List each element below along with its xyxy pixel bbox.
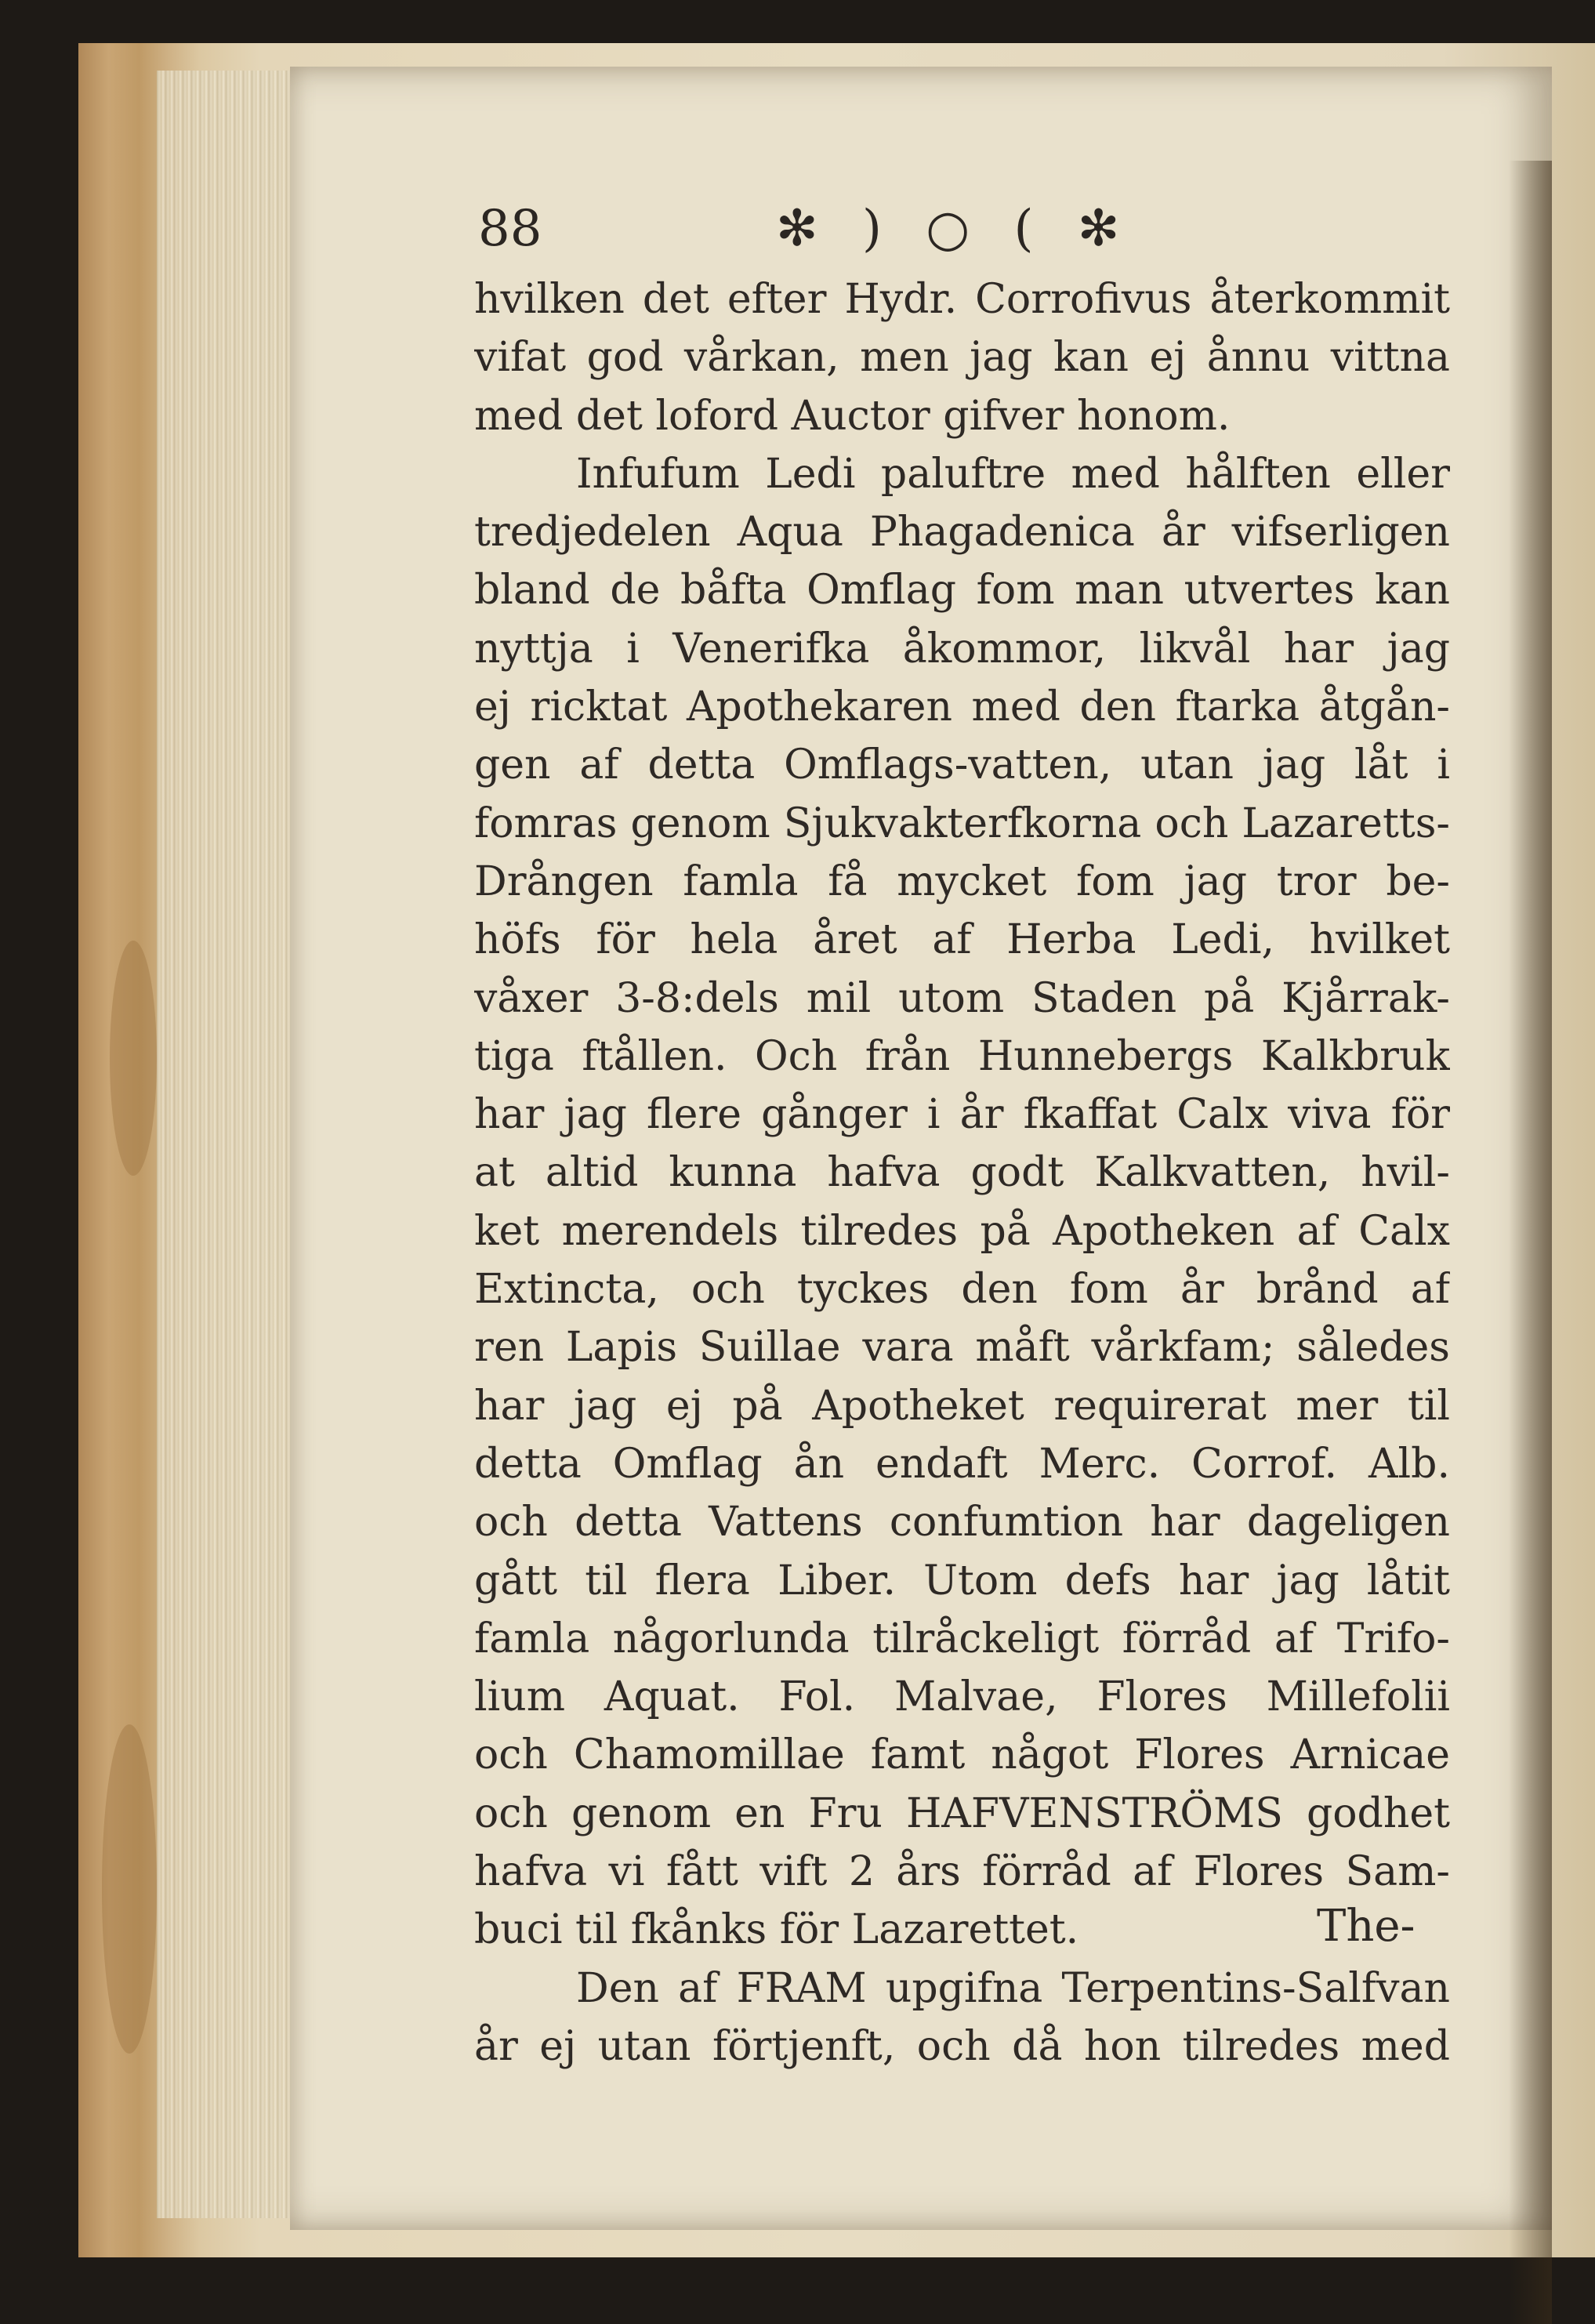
text-line: fomras genom Sjukvakterfkorna och Lazaretts- (474, 799, 1450, 847)
text-line: år ej utan förtjenft, och då hon tilredes med (474, 2022, 1450, 2070)
text-line: vifat god vårkan, men jag kan ej ånnu vittna (474, 334, 1450, 382)
text-line: at altid kunna hafva godt Kalkvatten, hvil- (474, 1149, 1450, 1197)
text-line: Den af FRAM upgifna Terpentins-Salfvan (576, 1964, 1450, 2012)
text-line: ket merendels tilredes på Apotheken af Calx (474, 1207, 1450, 1255)
text-line: har jag ej på Apotheket requirerat mer til (474, 1382, 1450, 1430)
running-head-ornament: ✻ ) ○ ( ✻ (776, 200, 1134, 258)
text-line: famla någorlunda tilråckeligt förråd af Trifo- (474, 1615, 1450, 1662)
text-line: har jag flere gånger i år fkaffat Calx viva för (474, 1091, 1450, 1139)
text-line: höfs för hela året af Herba Ledi, hvilket (474, 916, 1450, 964)
text-line: Infufum Ledi paluftre med hålften eller (576, 450, 1450, 498)
body-text (474, 270, 1450, 2076)
text-line: och detta Vattens confumtion har dageligen (474, 1499, 1450, 1546)
text-line: ej ricktat Apothekaren med den ftarka åtgån- (474, 683, 1450, 731)
text-line: våxer 3-8:dels mil utom Staden på Kjårrak- (474, 974, 1450, 1022)
text-line: lium Aquat. Fol. Malvae, Flores Millefolii (474, 1673, 1450, 1721)
text-line: hvilken det efter Hydr. Corrofivus återkommit (474, 276, 1450, 323)
text-line: med det loford Auctor gifver honom. (474, 392, 1231, 440)
text-line: och genom en Fru HAFVENSTRÖMS godhet (474, 1789, 1450, 1837)
binding-stain (102, 1724, 157, 2054)
page-edges (157, 71, 290, 2218)
text-line: tredjedelen Aqua Phagadenica år vifserligen (474, 509, 1450, 557)
text-line: och Chamomillae famt något Flores Arnicae (474, 1731, 1450, 1779)
catchword: The- (1317, 1901, 1416, 1952)
text-line: Drången famla få mycket fom jag tror be- (474, 857, 1450, 905)
text-line: bland de båfta Omflag fom man utvertes kan (474, 567, 1450, 615)
text-line: detta Omflag ån endaft Merc. Corrof. Alb. (474, 1440, 1450, 1488)
page-header (478, 200, 1450, 270)
text-line: tiga ftållen. Och från Hunnebergs Kalkbruk (474, 1032, 1450, 1080)
spine-shadow (1509, 161, 1552, 2324)
text-line: gått til flera Liber. Utom defs har jag låtit (474, 1557, 1450, 1604)
binding-stain (110, 941, 157, 1176)
text-line: buci til fkånks för Lazarettet. (474, 1906, 1079, 1954)
text-line: gen af detta Omflags-vatten, utan jag låt i (474, 741, 1450, 789)
text-line: hafva vi fått vift 2 års förråd af Flores Sam- (474, 1848, 1450, 1896)
text-line: Extincta, och tyckes den fom år brånd af (474, 1266, 1450, 1314)
text-line: ren Lapis Suillae vara måft vårkfam; således (474, 1324, 1450, 1372)
page-number: 88 (478, 200, 542, 258)
text-line: nyttja i Venerifka åkommor, likvål har jag (474, 625, 1450, 673)
